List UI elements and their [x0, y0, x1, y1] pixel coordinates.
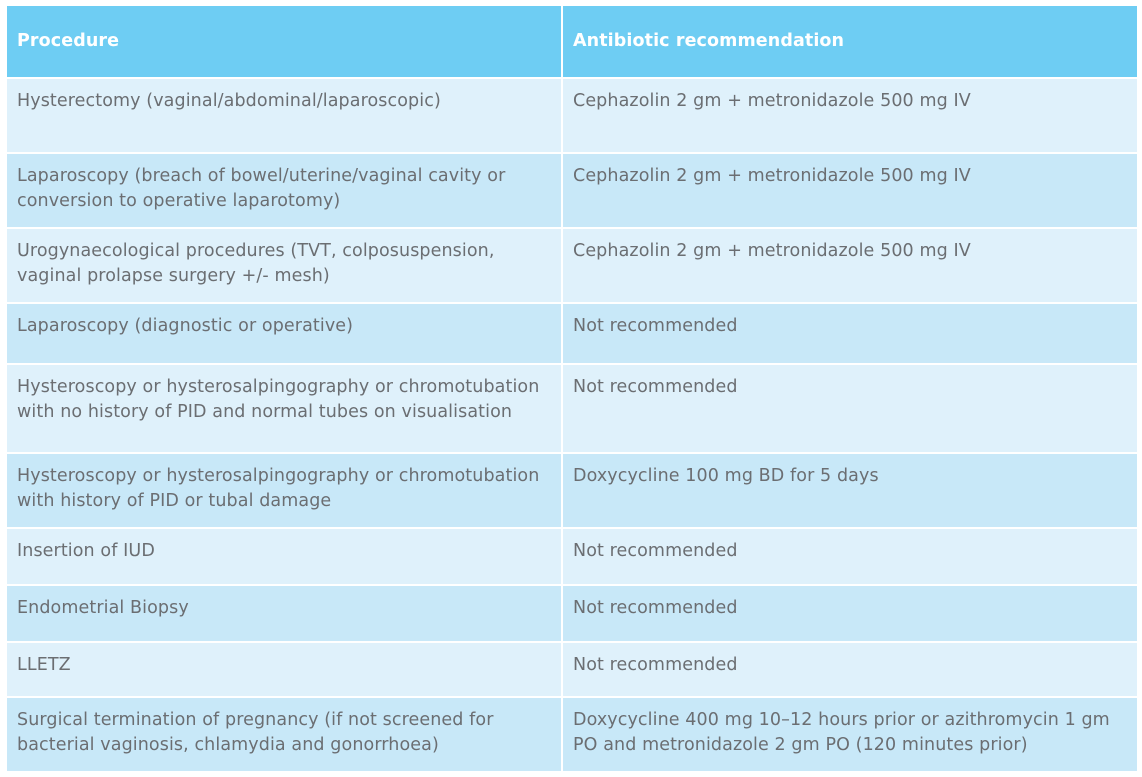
table-row — [6, 642, 1138, 697]
procedure-cell: Urogynaecological procedures (TVT, colposuspension, vaginal prolapse surgery +/- mesh) — [6, 228, 562, 303]
procedure-cell: LLETZ — [6, 642, 562, 697]
procedure-cell: Surgical termination of pregnancy (if not screened for bacterial vaginosis, chlamydia and gonorrhoea) — [6, 697, 562, 772]
recommendation-cell: Not recommended — [562, 528, 1138, 585]
procedure-cell: Laparoscopy (breach of bowel/uterine/vaginal cavity or conversion to operative laparotomy) — [6, 153, 562, 228]
procedure-cell: Endometrial Biopsy — [6, 585, 562, 642]
recommendation-cell: Cephazolin 2 gm + metronidazole 500 mg IV — [562, 78, 1138, 153]
header-recommendation: Antibiotic recommendation — [562, 5, 1138, 78]
recommendation-cell: Doxycycline 400 mg 10–12 hours prior or azithromycin 1 gm PO and metronidazole 2 gm PO (120 minutes prior) — [562, 697, 1138, 772]
table-row — [6, 153, 1138, 228]
recommendation-cell: Cephazolin 2 gm + metronidazole 500 mg IV — [562, 228, 1138, 303]
table-row — [6, 697, 1138, 772]
table-row — [6, 585, 1138, 642]
procedure-cell: Hysteroscopy or hysterosalpingography or chromotubation with history of PID or tubal damage — [6, 453, 562, 528]
table-row — [6, 228, 1138, 303]
recommendation-cell: Doxycycline 100 mg BD for 5 days — [562, 453, 1138, 528]
table-row — [6, 364, 1138, 453]
recommendation-cell: Not recommended — [562, 585, 1138, 642]
recommendation-cell: Not recommended — [562, 642, 1138, 697]
table-row — [6, 453, 1138, 528]
table-body — [6, 78, 1138, 772]
table-row — [6, 78, 1138, 153]
procedure-cell: Insertion of IUD — [6, 528, 562, 585]
recommendation-cell: Cephazolin 2 gm + metronidazole 500 mg IV — [562, 153, 1138, 228]
antibiotic-table — [5, 4, 1139, 773]
table-header — [6, 5, 1138, 78]
header-row — [6, 5, 1138, 78]
recommendation-cell: Not recommended — [562, 364, 1138, 453]
table-row — [6, 528, 1138, 585]
header-procedure: Procedure — [6, 5, 562, 78]
procedure-cell: Hysterectomy (vaginal/abdominal/laparoscopic) — [6, 78, 562, 153]
table-row — [6, 303, 1138, 364]
procedure-cell: Laparoscopy (diagnostic or operative) — [6, 303, 562, 364]
procedure-cell: Hysteroscopy or hysterosalpingography or chromotubation with no history of PID and normal tubes on visualisation — [6, 364, 562, 453]
recommendation-cell: Not recommended — [562, 303, 1138, 364]
